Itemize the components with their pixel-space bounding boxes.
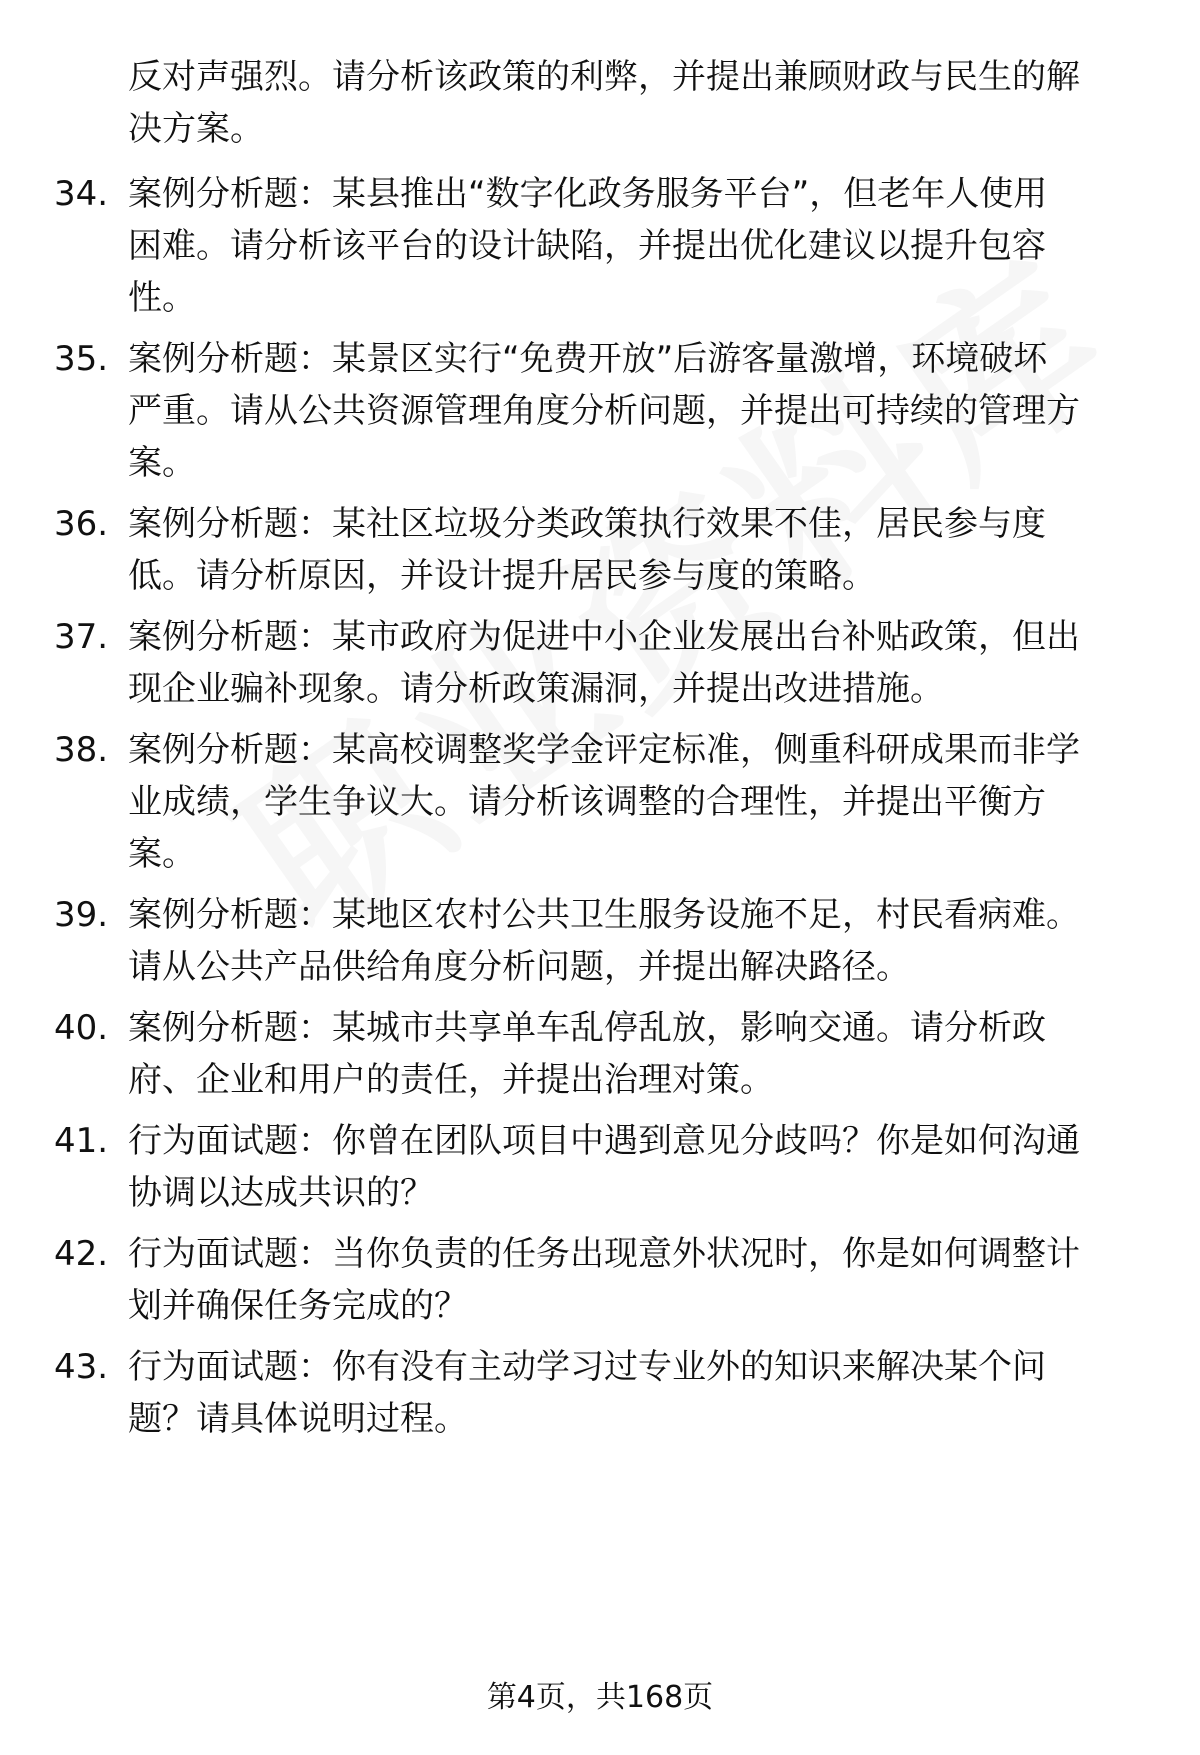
item-text [128,1346,1158,1450]
item-number: 43. [54,1347,109,1387]
item-line: 案例分析题：某市政府为促进中小企业发展出台补贴政策，但出 [128,617,1080,657]
item-line: 府、企业和用户的责任，并提出治理对策。 [128,1060,774,1100]
item-text [128,1007,1158,1111]
item-text [128,1233,1158,1337]
item-text [128,729,1158,885]
item-number: 34. [54,174,109,214]
item-text [128,894,1158,998]
item-line: 案。 [128,834,196,874]
item-number: 39. [54,895,109,935]
item-text [128,1120,1158,1224]
item-line: 请从公共产品供给角度分析问题，并提出解决路径。 [128,947,910,987]
item-line: 困难。请分析该平台的设计缺陷，并提出优化建议以提升包容 [128,226,1046,266]
item-line: 行为面试题：你有没有主动学习过专业外的知识来解决某个问 [128,1347,1046,1387]
item-line: 案例分析题：某城市共享单车乱停乱放，影响交通。请分析政 [128,1008,1046,1048]
item-line: 划并确保任务完成的？ [128,1286,468,1326]
item-line: 协调以达成共识的？ [128,1173,434,1213]
item-line: 决方案。 [128,109,264,149]
item-line: 性。 [128,278,196,318]
item-line: 案例分析题：某高校调整奖学金评定标准，侧重科研成果而非学 [128,730,1080,770]
item-line: 案例分析题：某县推出“数字化政务服务平台”，但老年人使用 [128,174,1048,214]
item-text [128,338,1158,494]
item-line: 业成绩，学生争议大。请分析该调整的合理性，并提出平衡方 [128,782,1046,822]
item-number: 36. [54,504,109,544]
item-number: 38. [54,730,109,770]
item-number: 37. [54,617,109,657]
item-line: 行为面试题：当你负责的任务出现意外状况时，你是如何调整计 [128,1234,1080,1274]
item-number: 42. [54,1234,109,1274]
item-number: 41. [54,1121,109,1161]
item-line: 案例分析题：某地区农村公共卫生服务设施不足，村民看病难。 [128,895,1080,935]
item-line: 案例分析题：某社区垃圾分类政策执行效果不佳，居民参与度 [128,504,1046,544]
item-line: 低。请分析原因，并设计提升居民参与度的策略。 [128,556,876,596]
item-line: 反对声强烈。请分析该政策的利弊，并提出兼顾财政与民生的解 [128,57,1080,97]
item-line: 案。 [128,443,196,483]
item-line: 题？请具体说明过程。 [128,1399,468,1439]
item-line: 现企业骗补现象。请分析政策漏洞，并提出改进措施。 [128,669,944,709]
page-footer: 第4页，共168页 [486,1680,714,1715]
item-line: 案例分析题：某景区实行“免费开放”后游客量激增，环境破坏 [128,339,1048,379]
item-text [128,616,1158,720]
item-text [128,503,1158,607]
item-number: 40. [54,1008,109,1048]
item-text [128,56,1158,160]
item-line: 严重。请从公共资源管理角度分析问题，并提出可持续的管理方 [128,391,1080,431]
item-number: 35. [54,339,109,379]
item-text [128,173,1158,329]
item-line: 行为面试题：你曾在团队项目中遇到意见分歧吗？你是如何沟通 [128,1121,1080,1161]
